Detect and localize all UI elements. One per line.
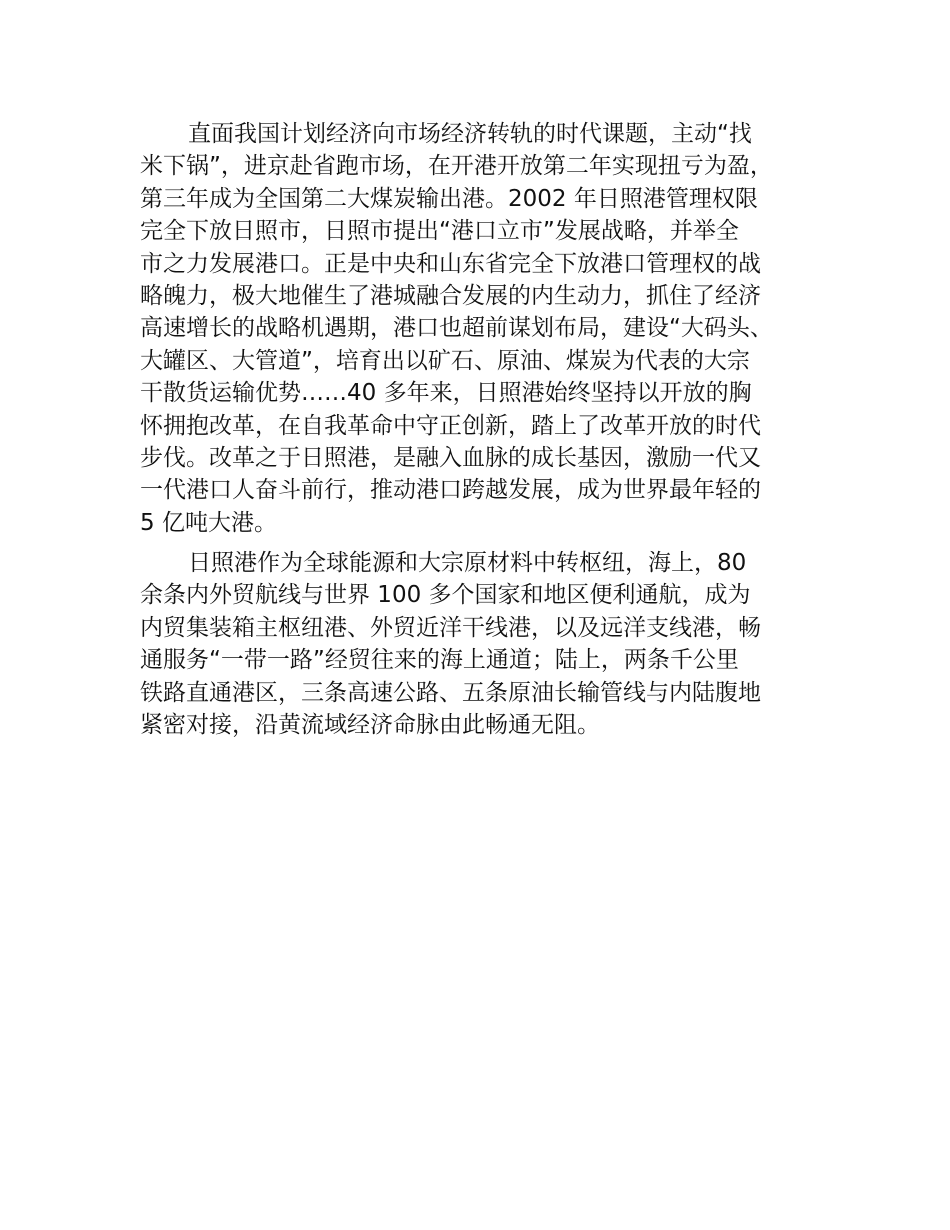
text-line: 米下锅”，进京赴省跑市场，在开港开放第二年实现扭亏为盈，	[140, 153, 773, 180]
text-line: 铁路直通港区，三条高速公路、五条原油长输管线与内陆腹地	[140, 679, 761, 706]
text-line: 一代港口人奋斗前行，推动港口跨越发展，成为世界最年轻的	[140, 477, 761, 504]
text-line: 步伐。改革之于日照港，是融入血脉的成长基因，激励一代又	[140, 444, 761, 471]
text-line: 第三年成为全国第二大煤炭输出港。2002 年日照港管理权限	[140, 185, 758, 212]
paragraph-2	[140, 547, 830, 741]
text-line: 略魄力，极大地催生了港城融合发展的内生动力，抓住了经济	[140, 282, 761, 309]
text-line: 内贸集装箱主枢纽港、外贸近洋干线港，以及远洋支线港，畅	[140, 614, 761, 641]
text-line: 怀拥抱改革，在自我革命中守正创新，踏上了改革开放的时代	[140, 412, 761, 439]
text-line: 完全下放日照市，日照市提出“港口立市”发展战略，并举全	[140, 218, 739, 245]
paragraph-1	[140, 118, 830, 539]
text-line: 紧密对接，沿黄流域经济命脉由此畅通无阻。	[140, 712, 600, 739]
text-line: 高速增长的战略机遇期，港口也超前谋划布局，建设“大码头、	[140, 315, 773, 342]
text-line: 直面我国计划经济向市场经济转轨的时代课题，主动“找	[188, 121, 752, 147]
document-body	[140, 118, 830, 741]
text-line: 5 亿吨大港。	[140, 509, 277, 536]
text-line: 干散货运输优势……40 多年来，日照港始终坚持以开放的胸	[140, 380, 752, 407]
text-line: 日照港作为全球能源和大宗原材料中转枢纽，海上，80	[188, 550, 747, 577]
text-line: 大罐区、大管道”，培育出以矿石、原油、煤炭为代表的大宗	[140, 347, 750, 374]
paragraph-spacer	[140, 539, 830, 547]
text-line: 市之力发展港口。正是中央和山东省完全下放港口管理权的战	[140, 250, 761, 277]
text-line: 余条内外贸航线与世界 100 多个国家和地区便利通航，成为	[140, 582, 751, 609]
text-line: 通服务“一带一路”经贸往来的海上通道；陆上，两条千公里	[140, 647, 739, 674]
